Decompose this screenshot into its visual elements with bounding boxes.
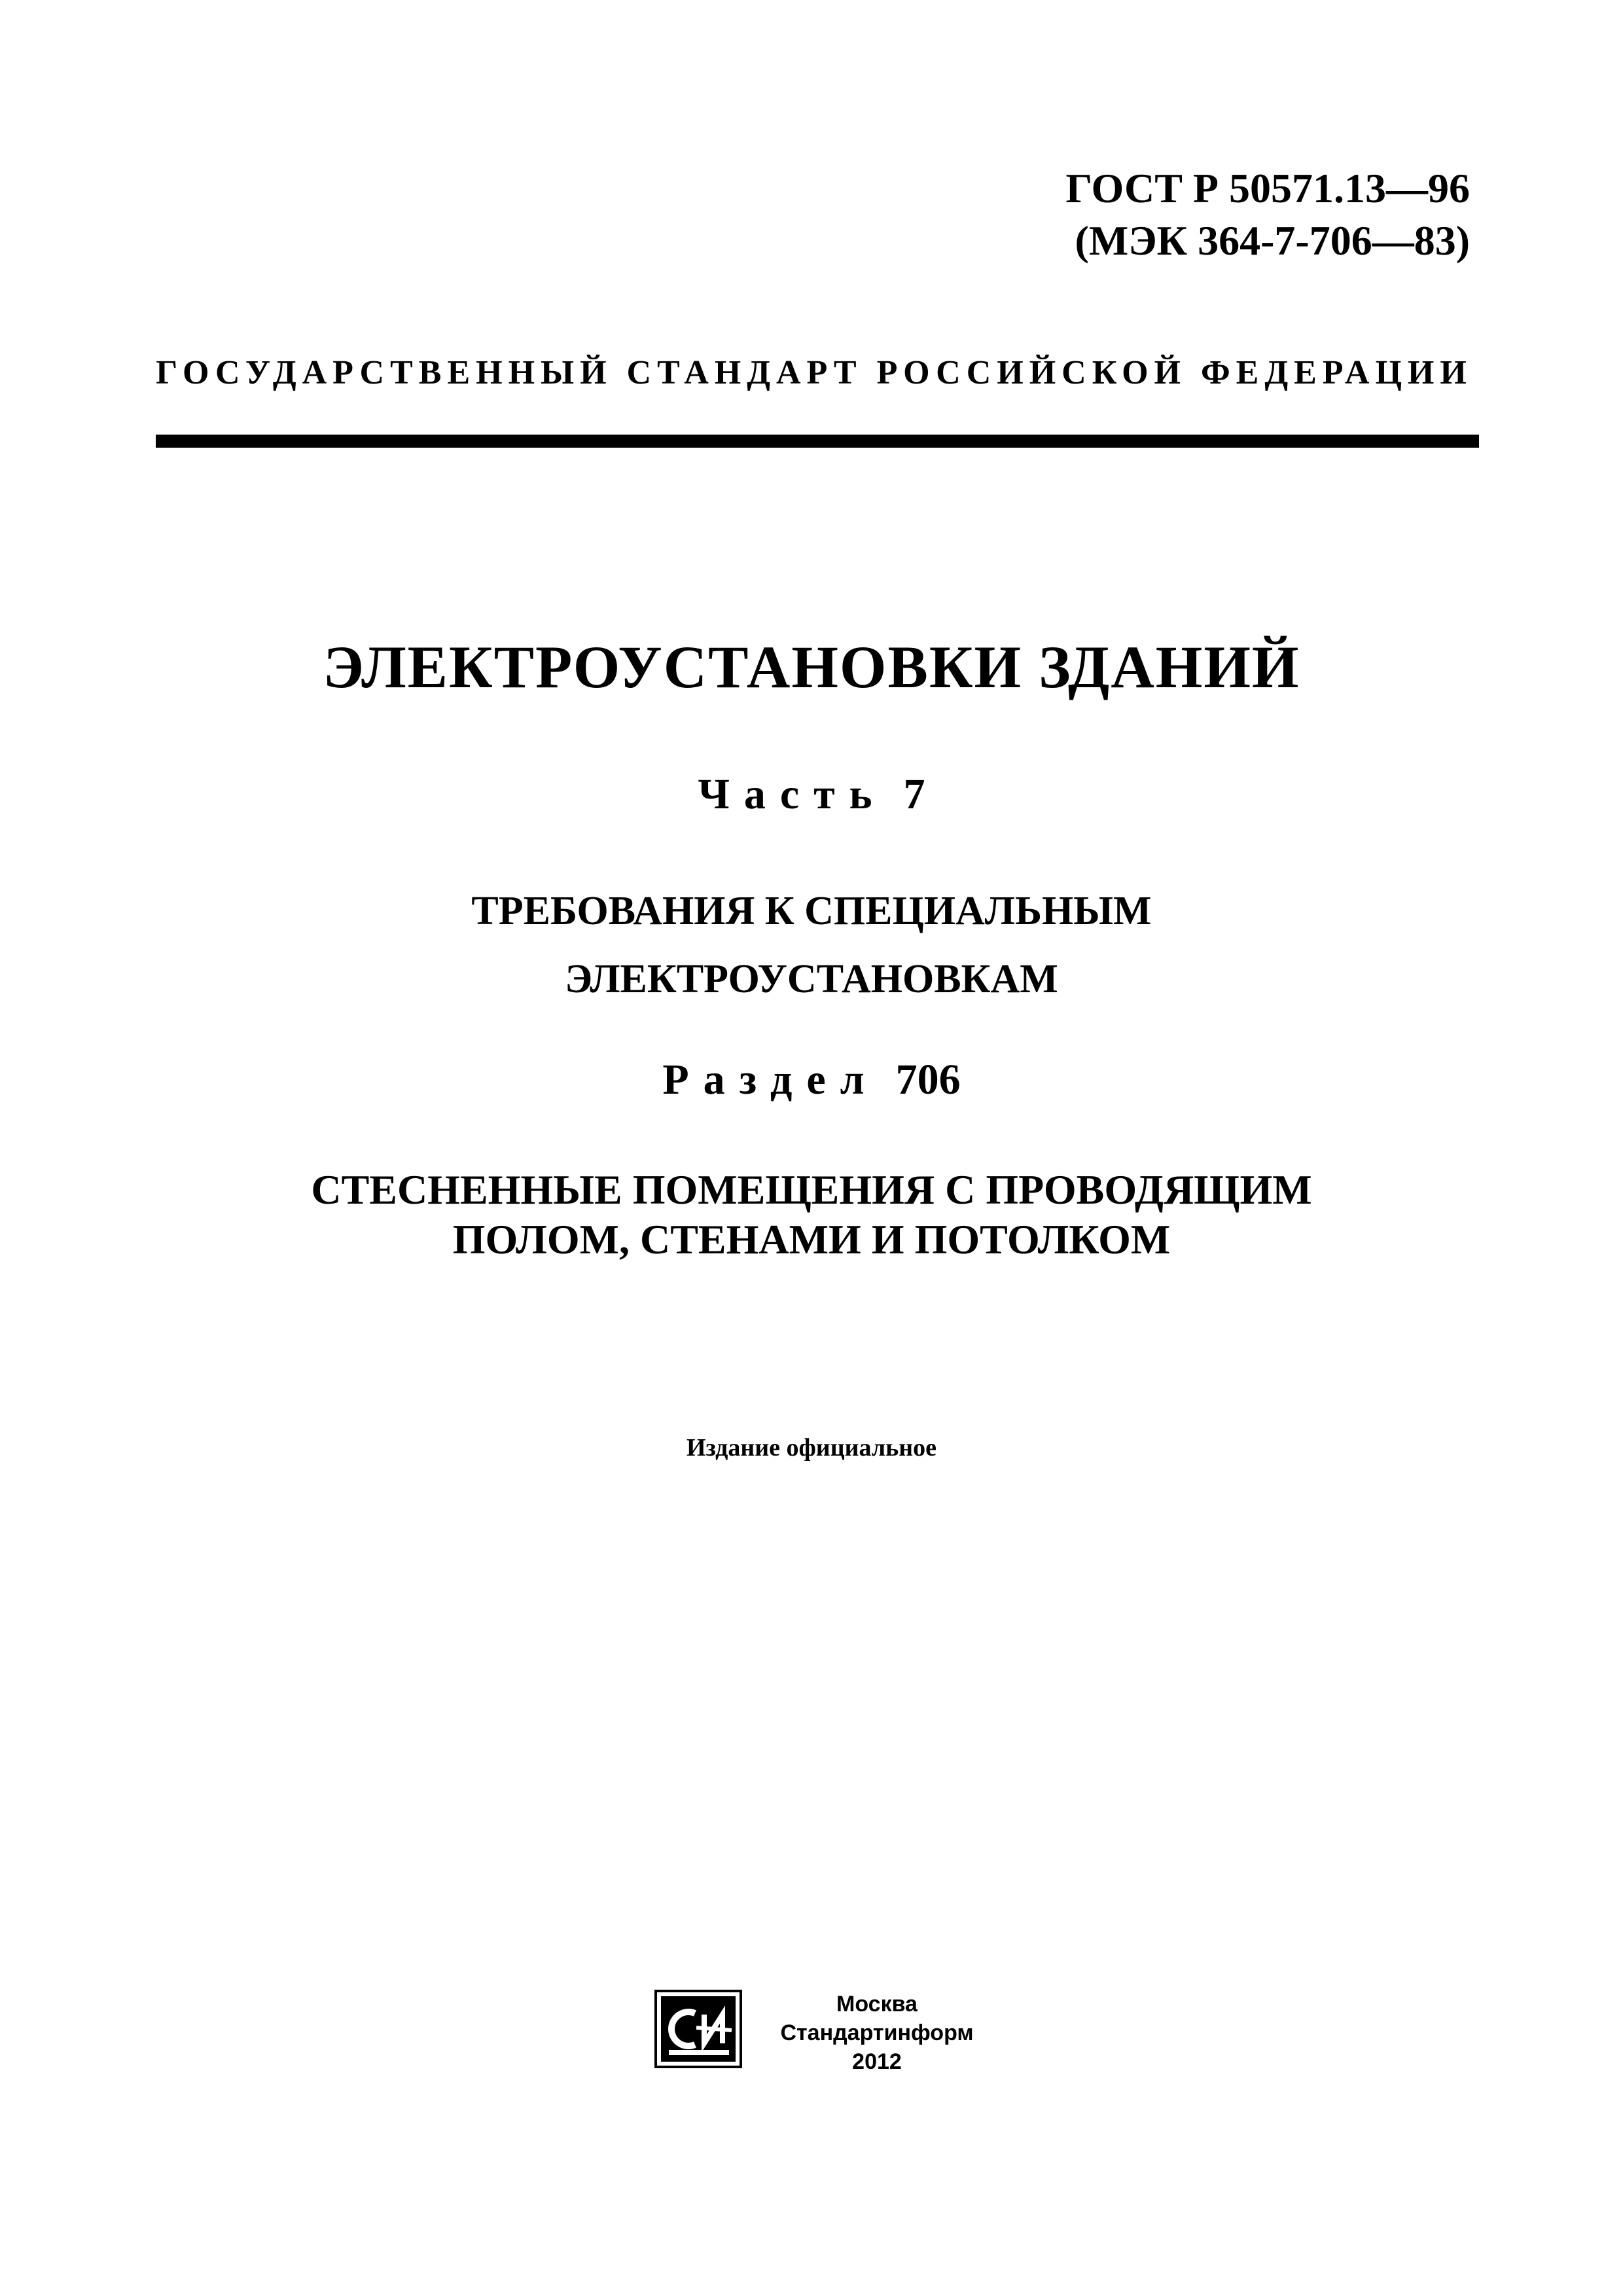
- gost-number: ГОСТ Р 50571.13—96: [1065, 165, 1470, 211]
- part-label: [0, 770, 1623, 819]
- part-title-line-2: ЭЛЕКТРОУСТАНОВКАМ: [565, 957, 1058, 1001]
- document-title: ЭЛЕКТРОУСТАНОВКИ ЗДАНИЙ: [323, 634, 1300, 700]
- section-label: [0, 1055, 1623, 1105]
- part-title: [0, 877, 1623, 1013]
- publication-year: 2012: [852, 2049, 902, 2074]
- standartinform-logo-icon: [654, 1990, 742, 2068]
- iec-number: (МЭК 364-7-706—83): [1075, 217, 1470, 264]
- section-title: [0, 1165, 1623, 1265]
- publisher-name: Стандартинформ: [780, 2020, 974, 2045]
- section-number: 706: [895, 1056, 961, 1103]
- section-title-line-2: ПОЛОМ, СТЕНАМИ И ПОТОЛКОМ: [452, 1216, 1171, 1263]
- publisher-block: [759, 1990, 995, 2076]
- part-number: 7: [903, 770, 925, 818]
- part-word: Часть: [698, 770, 887, 818]
- standard-designation: [815, 162, 1470, 267]
- part-title-line-1: ТРЕБОВАНИЯ К СПЕЦИАЛЬНЫМ: [471, 889, 1152, 933]
- section-title-line-1: СТЕСНЕННЫЕ ПОМЕЩЕНИЯ С ПРОВОДЯЩИМ: [311, 1166, 1312, 1213]
- heading-rule: [156, 435, 1479, 448]
- state-standard-heading: ГОСУДАРСТВЕННЫЙ СТАНДАРТ РОССИЙСКОЙ ФЕДЕРАЦИИ: [156, 354, 1472, 391]
- publisher-city: Москва: [836, 1992, 918, 2017]
- edition-note: Издание официальное: [686, 1434, 936, 1462]
- section-word: Раздел: [662, 1056, 879, 1103]
